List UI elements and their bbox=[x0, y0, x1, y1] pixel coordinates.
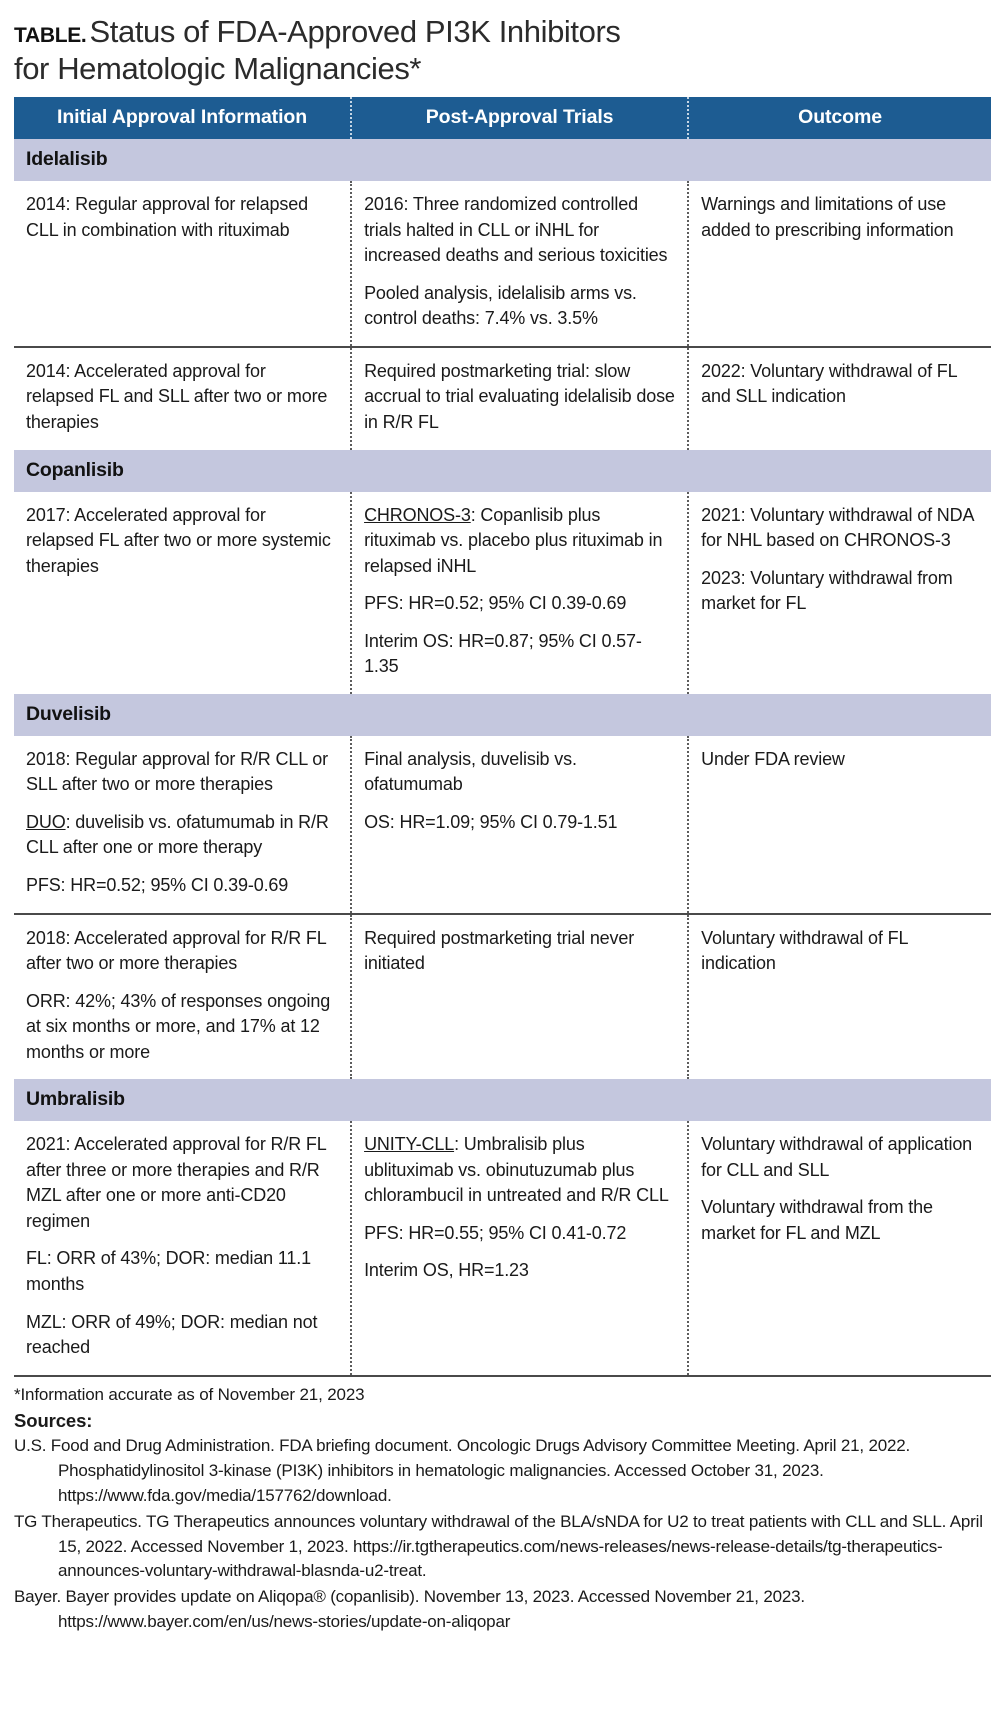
cell-paragraph: OS: HR=1.09; 95% CI 0.79-1.51 bbox=[364, 811, 618, 832]
cell-paragraph: ORR: 42%; 43% of responses ongoing at six months or more, and 17% at 12 months or more bbox=[26, 990, 331, 1062]
cell-paragraph: 2016: Three randomized controlled trials halted in CLL or iNHL for increased deaths and serious toxicities bbox=[364, 194, 668, 266]
trial-name: CHRONOS-3 bbox=[364, 504, 471, 525]
source-item: U.S. Food and Drug Administration. FDA briefing document. Oncologic Drugs Advisory Committee Meeting. April 21, 2022. Phosphatidylinositol 3-kinase (PI3K) inhibitors in hematologic malignancies. Accessed October 31, 2023. https://www.fda.gov/media/157762/download. bbox=[14, 1436, 910, 1505]
drug-group-name: Idelalisib bbox=[14, 139, 991, 181]
cell-initial-approval bbox=[14, 1121, 351, 1374]
cell-paragraph: 2018: Accelerated approval for R/R FL after two or more therapies bbox=[26, 927, 326, 974]
cell-paragraph: 2023: Voluntary withdrawal from market for FL bbox=[701, 567, 953, 614]
figure-title bbox=[14, 8, 991, 97]
footnote-accuracy: *Information accurate as of November 21, 2023 bbox=[14, 1384, 365, 1404]
cell-paragraph: Required postmarketing trial never initiated bbox=[364, 927, 635, 974]
cell-initial-approval bbox=[14, 181, 351, 347]
cell-paragraph: Interim OS, HR=1.23 bbox=[364, 1260, 529, 1281]
table-row bbox=[14, 492, 991, 694]
cell-paragraph: 2021: Accelerated approval for R/R FL after three or more therapies and R/R MZL after one or more anti-CD20 regimen bbox=[26, 1134, 326, 1231]
cell-paragraph: Voluntary withdrawal of application for CLL and SLL bbox=[701, 1134, 973, 1180]
page-title-line-2: for Hematologic Malignancies* bbox=[14, 50, 422, 86]
table-label: TABLE. bbox=[14, 24, 87, 47]
cell-paragraph: Voluntary withdrawal of FL indication bbox=[701, 927, 908, 974]
cell-post-approval-trials bbox=[351, 347, 688, 450]
trial-name: UNITY-CLL bbox=[364, 1134, 455, 1155]
footnote-divider bbox=[14, 1375, 991, 1377]
cell-paragraph: CHRONOS-3: Copanlisib plus rituximab vs. placebo plus rituximab in relapsed iNHL bbox=[364, 504, 663, 576]
cell-paragraph: UNITY-CLL: Umbralisib plus ublituximab vs. obinutuzumab plus chlorambucil in untreated and R/R CLL bbox=[364, 1134, 669, 1206]
drug-group-name: Duvelisib bbox=[14, 694, 991, 736]
cell-post-approval-trials bbox=[351, 181, 688, 347]
column-header-outcome: Outcome bbox=[688, 97, 991, 139]
table-row bbox=[14, 181, 991, 347]
drug-group-row bbox=[14, 1079, 991, 1121]
sources-label: Sources: bbox=[14, 1410, 93, 1432]
cell-initial-approval bbox=[14, 914, 351, 1080]
cell-initial-approval bbox=[14, 492, 351, 694]
table-row bbox=[14, 347, 991, 450]
cell-paragraph: 2017: Accelerated approval for relapsed FL after two or more systemic therapies bbox=[26, 504, 331, 576]
cell-paragraph: Required postmarketing trial: slow accrual to trial evaluating idelalisib dose in R/R FL bbox=[364, 360, 675, 432]
cell-paragraph: PFS: HR=0.55; 95% CI 0.41-0.72 bbox=[364, 1222, 627, 1243]
cell-paragraph: PFS: HR=0.52; 95% CI 0.39-0.69 bbox=[364, 593, 627, 614]
cell-paragraph: Pooled analysis, idelalisib arms vs. control deaths: 7.4% vs. 3.5% bbox=[364, 282, 637, 329]
cell-paragraph: 2021: Voluntary withdrawal of NDA for NHL based on CHRONOS-3 bbox=[701, 504, 974, 551]
cell-paragraph: Interim OS: HR=0.87; 95% CI 0.57-1.35 bbox=[364, 630, 642, 677]
column-header-initial-approval: Initial Approval Information bbox=[14, 97, 351, 139]
cell-paragraph: 2014: Regular approval for relapsed CLL in combination with rituximab bbox=[26, 194, 308, 240]
cell-paragraph: Voluntary withdrawal from the market for FL and MZL bbox=[701, 1197, 933, 1243]
trial-name: DUO bbox=[26, 811, 66, 832]
pi3k-status-table bbox=[14, 97, 991, 1375]
cell-paragraph: Final analysis, duvelisib vs. ofatumumab bbox=[364, 748, 577, 795]
cell-paragraph: Warnings and limitations of use added to prescribing information bbox=[701, 194, 954, 240]
drug-group-row bbox=[14, 139, 991, 181]
table-row bbox=[14, 736, 991, 914]
cell-outcome bbox=[688, 1121, 991, 1374]
cell-post-approval-trials bbox=[351, 914, 688, 1080]
cell-initial-approval bbox=[14, 736, 351, 914]
drug-group-name: Copanlisib bbox=[14, 450, 991, 492]
cell-paragraph: PFS: HR=0.52; 95% CI 0.39-0.69 bbox=[26, 875, 289, 895]
table-header bbox=[14, 97, 991, 139]
cell-post-approval-trials bbox=[351, 1121, 688, 1374]
cell-outcome bbox=[688, 736, 991, 914]
drug-group-row bbox=[14, 694, 991, 736]
sources-list bbox=[14, 1434, 991, 1635]
drug-group-name: Umbralisib bbox=[14, 1079, 991, 1121]
page-title-line-1: Status of FDA-Approved PI3K Inhibitors bbox=[89, 14, 621, 49]
cell-paragraph: 2018: Regular approval for R/R CLL or SLL after two or more therapies bbox=[26, 748, 328, 795]
source-item: TG Therapeutics. TG Therapeutics announces voluntary withdrawal of the BLA/sNDA for U2 to treat patients with CLL and SLL. April 15, 2022. Accessed November 1, 2023. https://ir.tgtherapeutics.com/news-releases/news-release-details/tg-therapeutics-announces-voluntary-withdrawal-blasnda-u2-treat. bbox=[14, 1511, 983, 1581]
cell-paragraph: 2014: Accelerated approval for relapsed FL and SLL after two or more therapies bbox=[26, 360, 328, 432]
cell-post-approval-trials bbox=[351, 492, 688, 694]
header-row bbox=[14, 97, 991, 139]
table-row bbox=[14, 1121, 991, 1374]
cell-post-approval-trials bbox=[351, 736, 688, 914]
table-body bbox=[14, 139, 991, 1375]
cell-outcome bbox=[688, 347, 991, 450]
cell-initial-approval bbox=[14, 347, 351, 450]
cell-paragraph: Under FDA review bbox=[701, 748, 845, 769]
cell-outcome bbox=[688, 914, 991, 1080]
cell-outcome bbox=[688, 492, 991, 694]
drug-group-row bbox=[14, 450, 991, 492]
cell-outcome bbox=[688, 181, 991, 347]
table-row bbox=[14, 914, 991, 1080]
column-header-post-approval-trials: Post-Approval Trials bbox=[351, 97, 688, 139]
cell-paragraph: MZL: ORR of 49%; DOR: median not reached bbox=[26, 1311, 318, 1358]
source-item: Bayer. Bayer provides update on Aliqopa® (copanlisib). November 13, 2023. Accessed November 21, 2023. https://www.bayer.com/en/us/news-stories/update-on-aliqopar bbox=[14, 1587, 805, 1631]
cell-paragraph: 2022: Voluntary withdrawal of FL and SLL indication bbox=[701, 360, 957, 407]
cell-paragraph: FL: ORR of 43%; DOR: median 11.1 months bbox=[26, 1248, 311, 1295]
cell-paragraph: DUO: duvelisib vs. ofatumumab in R/R CLL after one or more therapy bbox=[26, 811, 329, 858]
